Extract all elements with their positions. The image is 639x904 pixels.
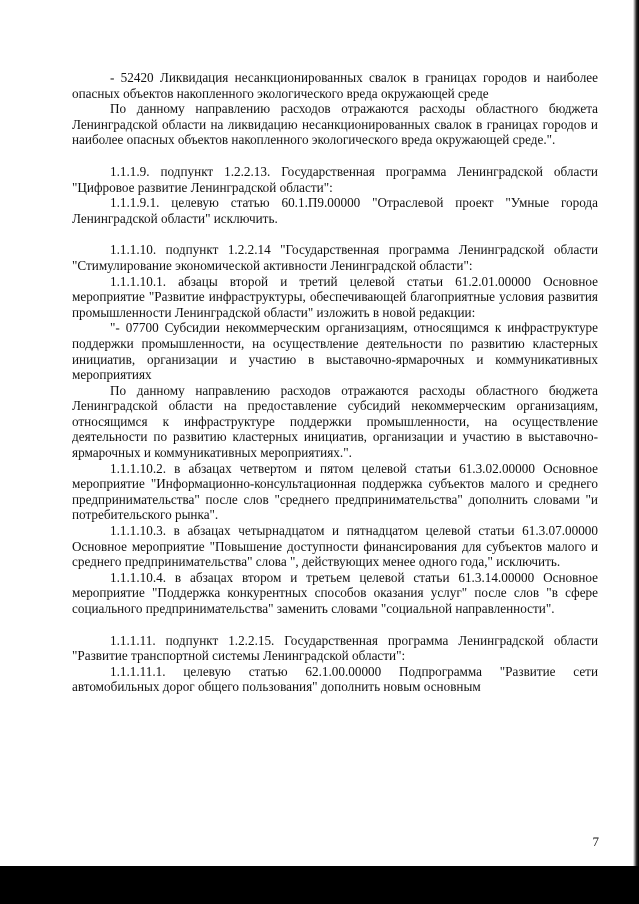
paragraph-1-1-1-10-1: 1.1.1.10.1. абзацы второй и третий целевой статьи 61.2.01.00000 Основное мероприятие "Развитие инфраструктуры, обеспечивающей благоприятные условия развития промышленности Ленинградской области" изложить в новой редакции: [72,273,598,320]
paragraph-1-1-1-9-1: 1.1.1.9.1. целевую статью 60.1.П9.00000 "Отраслевой проект "Умные города Ленинградской области" исключить. [72,195,598,226]
paragraph-1-1-1-11-1: 1.1.1.11.1. целевую статью 62.1.00.00000 Подпрограмма "Развитие сети автомобильных дорог общего пользования" дополнить новым основным [72,663,598,695]
paragraph-52420-description: По данному направлению расходов отражаются расходы областного бюджета Ленинградской области на ликвидацию несанкционированных свалок в границах городов и наиболее опасных объектов накопленного экологического вреда окружающей среде.". [72,101,598,148]
paragraph-gap [72,148,598,164]
paragraph-gap [72,617,598,633]
paragraph-1-1-1-9: 1.1.1.9. подпункт 1.2.2.13. Государственная программа Ленинградской области "Цифровое развитие Ленинградской области": [72,163,598,195]
paragraph-1-1-1-11: 1.1.1.11. подпункт 1.2.2.15. Государственная программа Ленинградской области "Развитие транспортной системы Ленинградской области": [72,632,598,664]
paragraph-1-1-1-10-2: 1.1.1.10.2. в абзацах четвертом и пятом целевой статьи 61.3.02.00000 Основное мероприятие "Информационно-консультационная поддержка субъектов малого и среднего предпринимательства" после слов "среднего предпринимательства" дополнить словами "и потребительского рынка". [72,460,598,523]
page-number: 7 [592,834,599,849]
paragraph-1-1-1-10-4: 1.1.1.10.4. в абзацах втором и третьем целевой статьи 61.3.14.00000 Основное мероприятие "Поддержка конкурентных способов оказания услуг" после слов "в сфере социального предпринимательства" заменить словами "социальной направленности". [72,569,598,616]
paragraph-52420: - 52420 Ликвидация несанкционированных свалок в границах городов и наиболее опасных объектов накопленного экологического вреда окружающей среде [72,70,598,101]
paragraph-07700: "- 07700 Субсидии некоммерческим организациям, относящимся к инфраструктуре поддержки промышленности, на осуществление деятельности по развитию кластерных инициатив, организации и участию в выставочно-ярмарочных и коммуникативных мероприятиях [72,320,598,383]
paragraph-07700-description: По данному направлению расходов отражаются расходы областного бюджета Ленинградской области на предоставление субсидий некоммерческим организациям, относящимся к инфраструктуре поддержки промышленности, на осуществление деятельности по развитию кластерных инициатив, организации и участию в выставочно-ярмарочных и коммуникативных мероприятиях.". [72,382,598,461]
document-body [72,70,598,695]
paragraph-1-1-1-10: 1.1.1.10. подпункт 1.2.2.14 "Государственная программа Ленинградской области "Стимулирование экономической активности Ленинградской области": [72,242,598,273]
scan-border-bottom [0,866,639,904]
paragraph-gap [72,226,598,242]
scan-edge-shadow [633,0,639,866]
paragraph-1-1-1-10-3: 1.1.1.10.3. в абзацах четырнадцатом и пятнадцатом целевой статьи 61.3.07.00000 Основное мероприятие "Повышение доступности финансирования для субъектов малого и среднего предпринимательства" слова ", действующих менее одного года," исключить. [72,523,598,570]
